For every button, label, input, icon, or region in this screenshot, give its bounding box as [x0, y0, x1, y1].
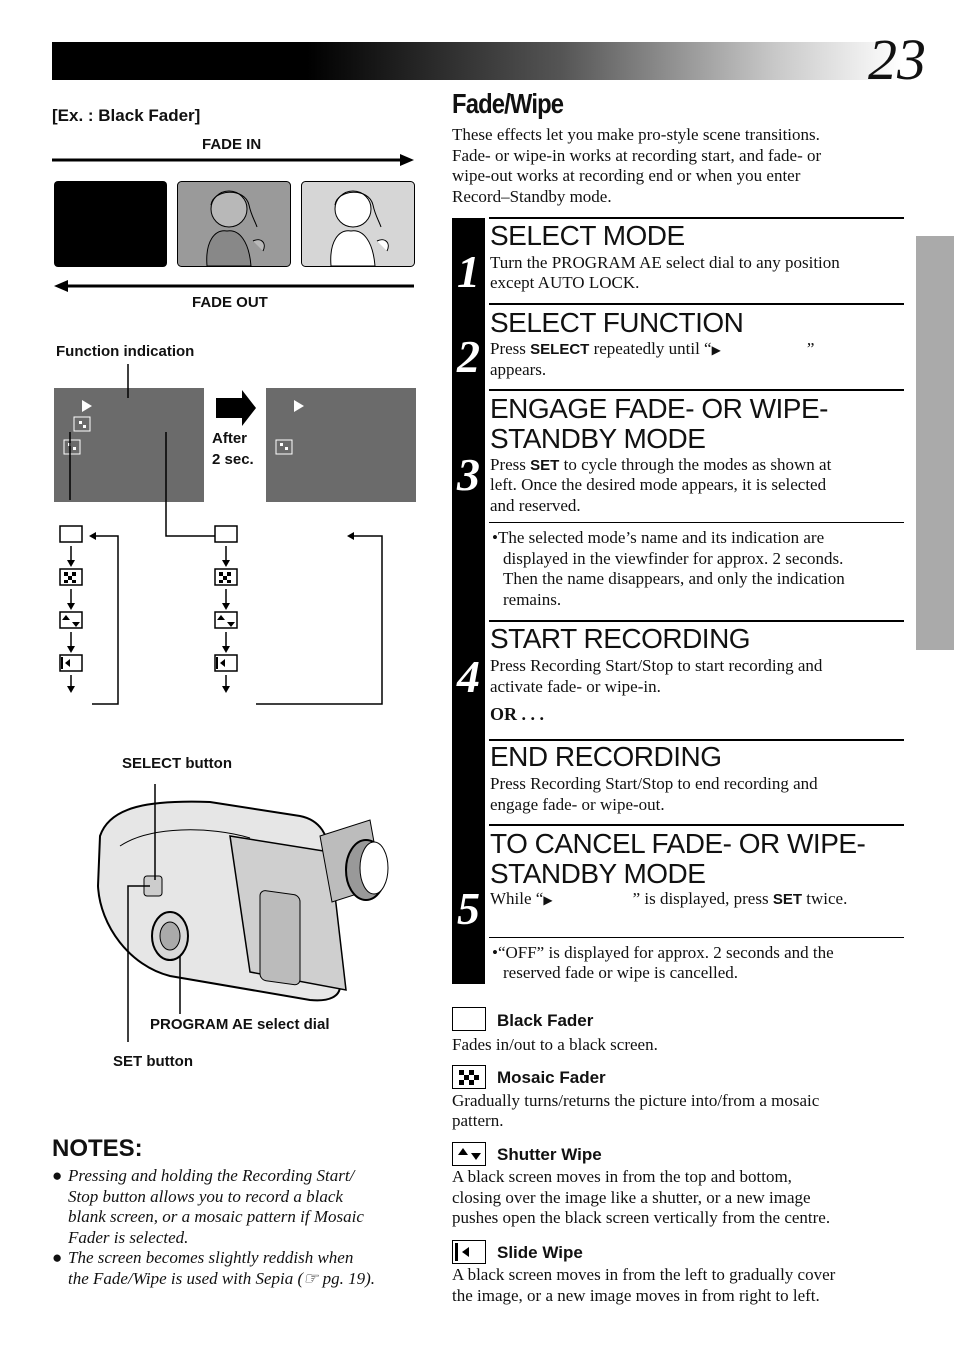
end-recording-line-2: engage fade- or wipe-out.: [490, 795, 665, 814]
step-number-2: 2: [457, 331, 480, 382]
example-label: [Ex. : Black Fader]: [52, 106, 201, 125]
step-3-note-line-1: •The selected mode’s name and its indication are: [492, 528, 825, 547]
function-indication-label: Function indication: [56, 343, 195, 360]
step-5-title-2: STANDBY MODE: [490, 858, 706, 889]
intro-line-4: Record–Standby mode.: [452, 187, 612, 206]
step-4-line-2: activate fade- or wipe-in.: [490, 677, 661, 696]
page-title: Fade/Wipe: [452, 88, 564, 119]
step-number-5: 5: [457, 883, 480, 934]
step-3-line-2: left. Once the desired mode appears, it is selected: [490, 475, 827, 494]
select-keyword: SELECT: [530, 341, 590, 358]
step-3-line-1: [490, 455, 831, 477]
black-fader-name: Black Fader: [497, 1011, 594, 1030]
rule: [489, 824, 904, 826]
shutter-pattern: [453, 1143, 485, 1165]
step-5-title-1: TO CANCEL FADE- OR WIPE-: [490, 828, 866, 859]
rule: [489, 620, 904, 622]
note-1-line-3: blank screen, or a mosaic pattern if Mosaic: [68, 1207, 364, 1226]
select-button-label: SELECT button: [122, 755, 232, 772]
slide-wipe-desc-1: A black screen moves in from the left to gradually cover: [452, 1265, 836, 1284]
step-2-title: SELECT FUNCTION: [490, 307, 744, 338]
step-2-line-2: appears.: [490, 360, 547, 379]
set-keyword: SET: [530, 457, 560, 474]
step-5-note-line-1: •“OFF” is displayed for approx. 2 seconds and the: [492, 943, 834, 962]
step-4-title: START RECORDING: [490, 623, 751, 654]
shutter-wipe-desc-1: A black screen moves in from the top and bottom,: [452, 1167, 792, 1186]
black-fader-desc: Fades in/out to a black screen.: [452, 1035, 658, 1054]
intro-line-3: wipe-out works at recording end or when you enter: [452, 166, 801, 185]
step-2-line-1: [490, 339, 814, 361]
slide-pattern: [453, 1241, 485, 1263]
mosaic-fader-name: Mosaic Fader: [497, 1068, 606, 1087]
mid-frame-image: [177, 181, 292, 268]
mosaic-fader-desc-2: pattern.: [452, 1111, 504, 1130]
step-3-title-1: ENGAGE FADE- OR WIPE-: [490, 393, 828, 424]
intro-line-1: These effects let you make pro-style scene transitions.: [452, 125, 820, 144]
shutter-wipe-icon: [452, 1142, 486, 1166]
slide-wipe-icon: [452, 1240, 486, 1264]
rule: [489, 522, 904, 523]
text: to cycle through the modes as shown at: [559, 455, 832, 474]
text: ”: [806, 339, 815, 358]
notes-title: NOTES:: [52, 1135, 143, 1162]
note-2-line-1: The screen becomes slightly reddish when: [68, 1248, 354, 1267]
fade-out-label: FADE OUT: [192, 294, 268, 311]
mode-flow-diagram: [52, 360, 422, 710]
page-number: 23: [868, 27, 926, 92]
text: twice.: [802, 889, 848, 908]
step-5-note-line-2: reserved fade or wipe is cancelled.: [503, 963, 739, 982]
fade-in-label: FADE IN: [202, 136, 262, 153]
rule: [489, 217, 904, 219]
black-fader-icon: [452, 1007, 486, 1031]
rule: [489, 389, 904, 391]
step-5-line-1: [490, 889, 847, 911]
note-1-line-1: Pressing and holding the Recording Start/: [68, 1166, 355, 1185]
set-keyword: SET: [772, 891, 802, 908]
play-indicator-icon: ▶: [711, 343, 721, 357]
note-1-line-4: Fader is selected.: [68, 1227, 189, 1247]
slide-wipe-desc-2: the image, or a new image moves in from right to left.: [452, 1286, 820, 1305]
text: repeatedly until “: [589, 339, 712, 358]
program-ae-label: PROGRAM AE select dial: [150, 1016, 330, 1033]
note-bullet: ●: [52, 1166, 63, 1185]
end-recording-line-1: Press Recording Start/Stop to end recording and: [490, 774, 818, 793]
step-1-line-2: except AUTO LOCK.: [490, 273, 640, 292]
step-4-line-1: Press Recording Start/Stop to start recording and: [490, 656, 823, 675]
shutter-wipe-desc-3: pushes open the black screen vertically from the centre.: [452, 1208, 831, 1227]
shutter-wipe-desc-2: closing over the image like a shutter, or a new image: [452, 1188, 811, 1207]
intro-line-2: Fade- or wipe-in works at recording start, and fade- or: [452, 146, 822, 165]
final-frame-image: [301, 181, 416, 268]
step-3-title-2: STANDBY MODE: [490, 423, 706, 454]
step-3-note-line-2: displayed in the viewfinder for approx. 2 seconds.: [503, 549, 844, 568]
rule: [489, 303, 904, 305]
play-indicator-icon: ▶: [543, 893, 553, 907]
text: Press: [490, 455, 531, 474]
after-label-1: After: [212, 430, 248, 447]
side-tab: [916, 236, 954, 650]
step-number-3: 3: [457, 449, 480, 500]
note-bullet: ●: [52, 1248, 63, 1267]
slide-wipe-name: Slide Wipe: [497, 1243, 583, 1262]
step-number-1: 1: [457, 246, 480, 297]
step-number-4: 4: [457, 651, 480, 702]
step-3-line-3: and reserved.: [490, 496, 581, 515]
after-label-2: 2 sec.: [212, 451, 254, 468]
text: Press: [490, 339, 531, 358]
step-3-note-line-3: Then the name disappears, and only the indication: [503, 569, 845, 588]
note-1-line-2: Stop button allows you to record a black: [68, 1186, 343, 1206]
mosaic-fader-icon: [452, 1065, 486, 1089]
rule: [489, 937, 904, 938]
header-bar: [52, 42, 902, 80]
mosaic-fader-desc-1: Gradually turns/returns the picture into/from a mosaic: [452, 1091, 820, 1110]
text: While “: [490, 889, 544, 908]
camcorder-illustration: [90, 776, 400, 1046]
end-recording-title: END RECORDING: [490, 741, 722, 772]
set-button-label: SET button: [113, 1053, 193, 1070]
step-1-line-1: Turn the PROGRAM AE select dial to any position: [490, 253, 840, 272]
note-2-line-2: the Fade/Wipe is used with Sepia (☞ pg. 19).: [68, 1268, 376, 1288]
fade-in-arrow: [52, 152, 416, 168]
or-label: OR . . .: [490, 704, 544, 724]
text: ” is displayed, press: [632, 889, 773, 908]
black-frame: [54, 181, 167, 267]
step-3-note-line-4: remains.: [503, 590, 562, 609]
shutter-wipe-name: Shutter Wipe: [497, 1145, 602, 1164]
mosaic-pattern: [453, 1066, 485, 1088]
step-1-title: SELECT MODE: [490, 220, 685, 251]
fade-out-arrow: [52, 278, 416, 294]
